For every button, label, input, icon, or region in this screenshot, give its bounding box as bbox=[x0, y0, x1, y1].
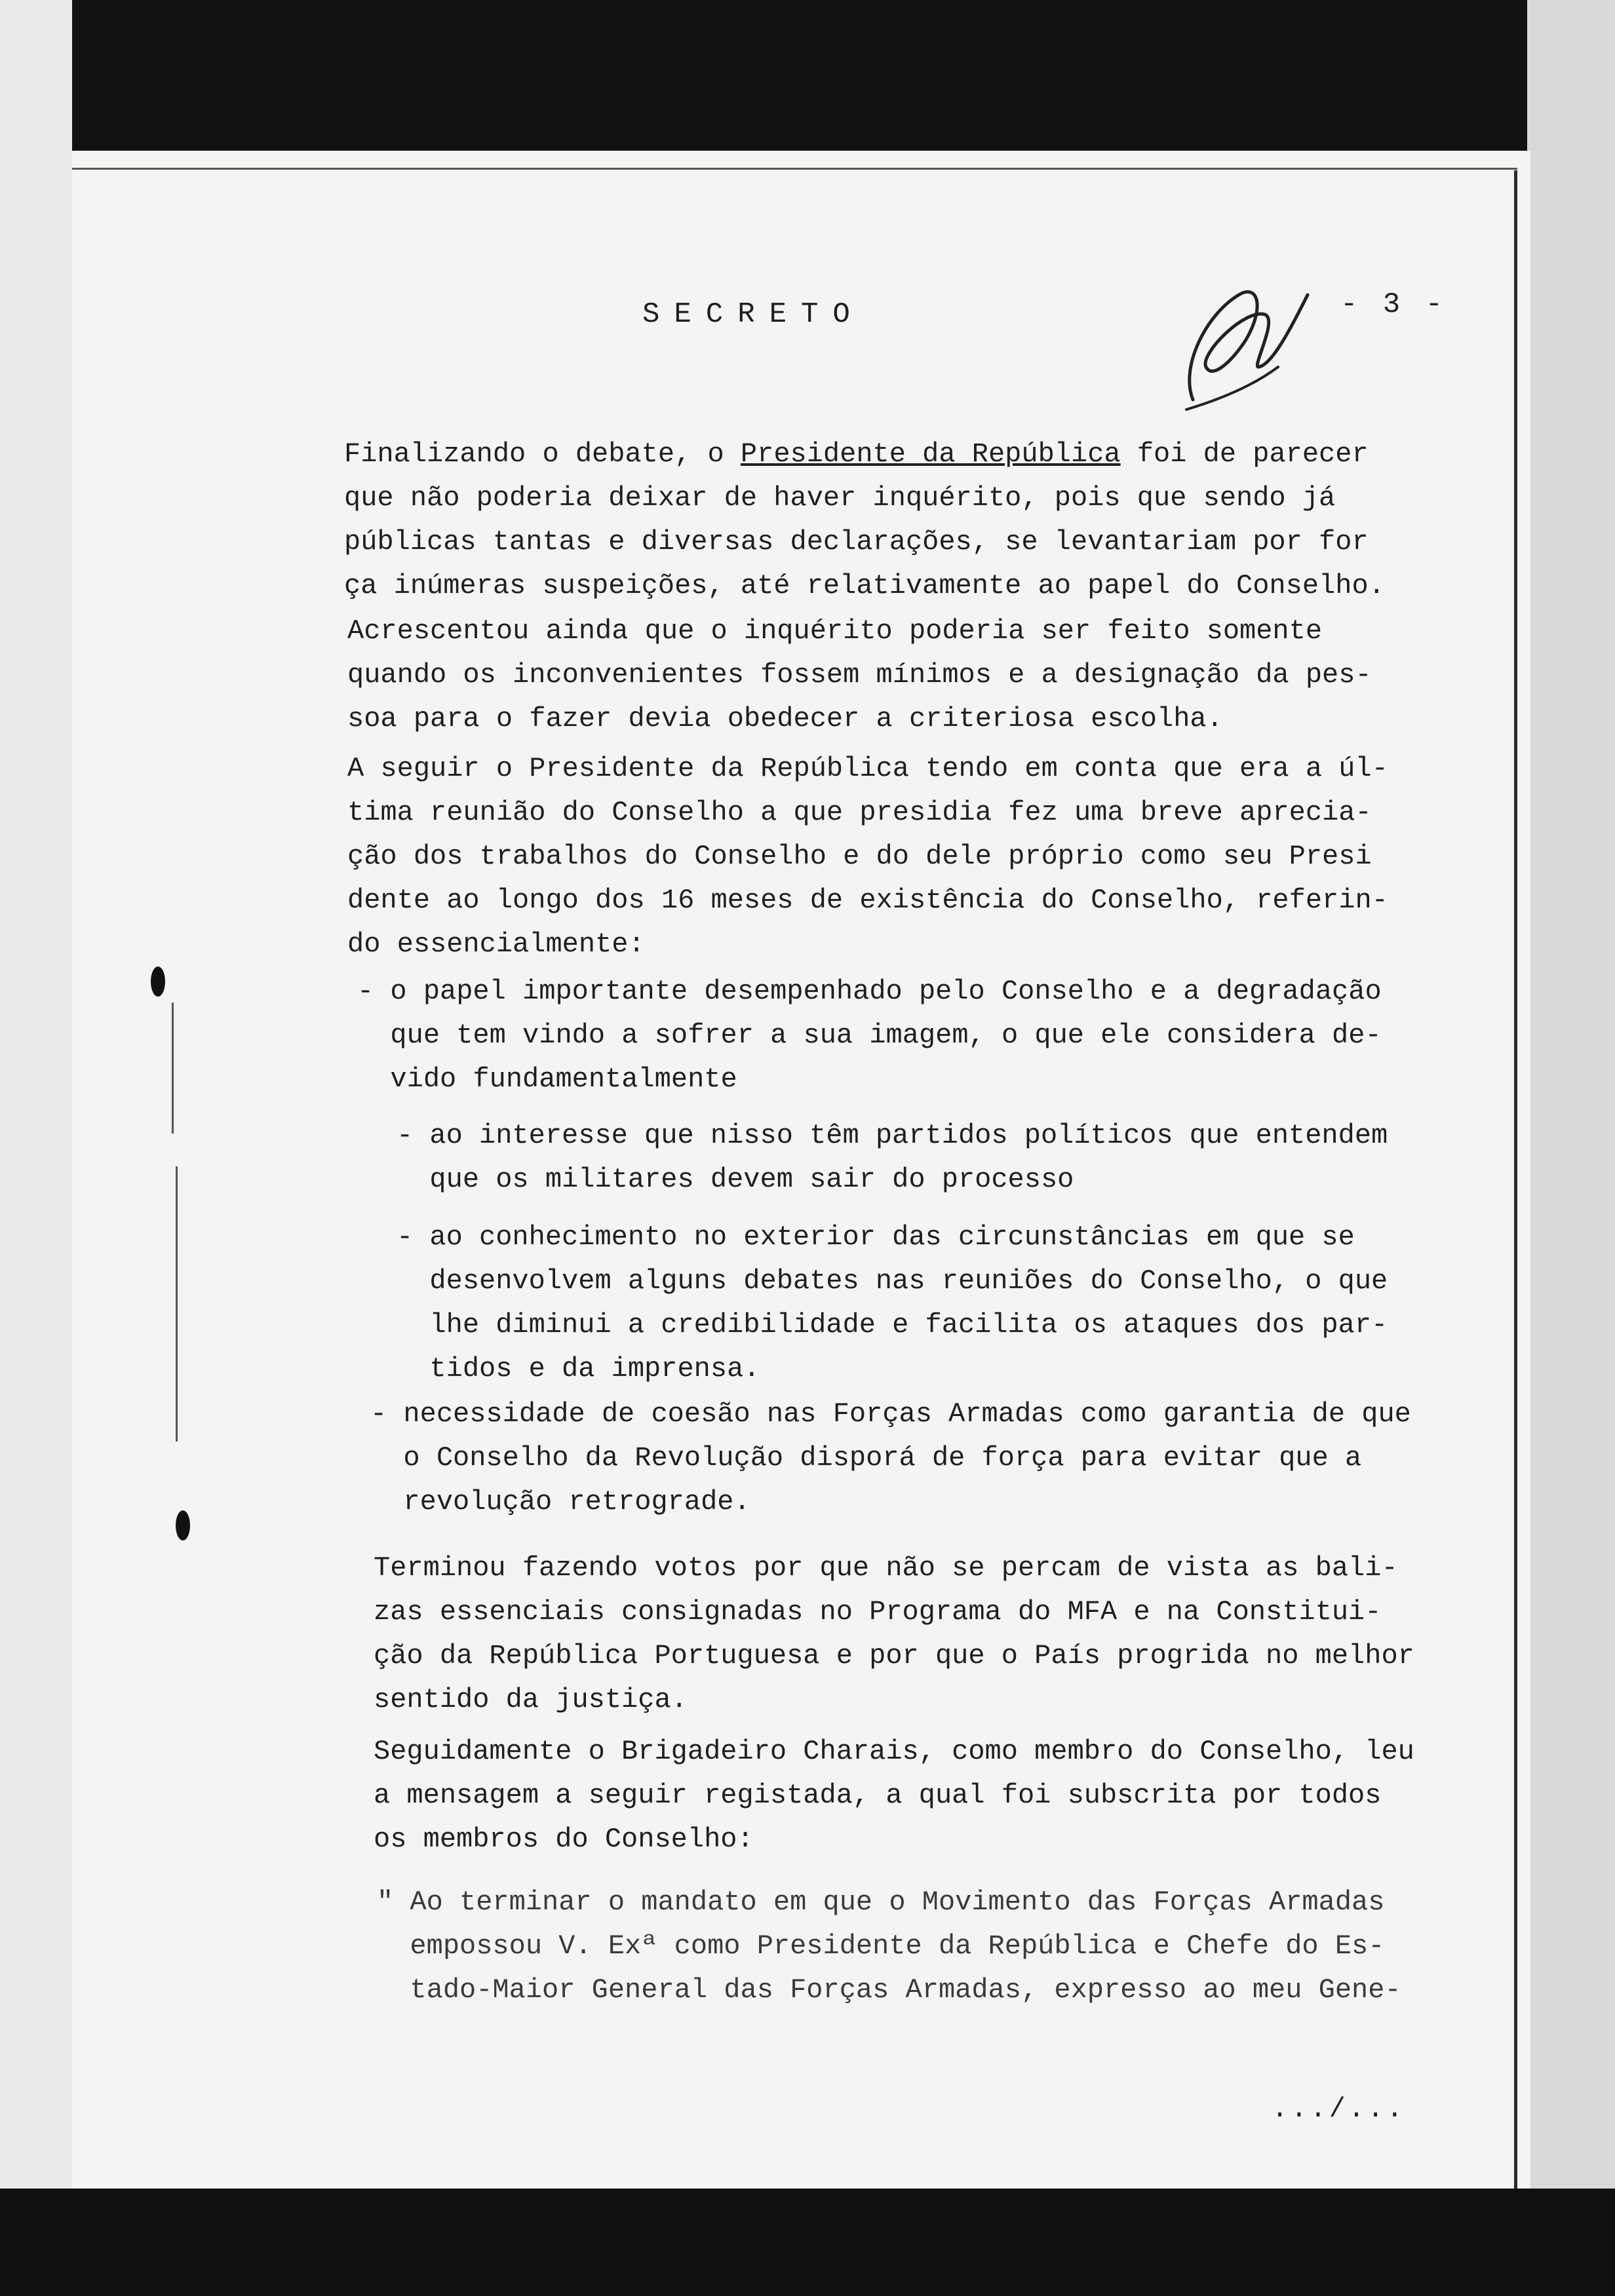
scan-border-bottom bbox=[0, 2189, 1615, 2296]
punch-hole-mark bbox=[176, 1510, 190, 1540]
punch-hole-mark bbox=[151, 966, 165, 997]
text-line: lhe diminui a credibilidade e facilita os ataques dos par- bbox=[397, 1309, 1388, 1341]
text-line: públicas tantas e diversas declarações, se levantariam por for bbox=[344, 526, 1369, 558]
paragraph-2 bbox=[347, 609, 1372, 741]
text-line: vido fundamentalmente bbox=[357, 1063, 737, 1095]
text-line: dente ao longo dos 16 meses de existência do Conselho, referin- bbox=[347, 885, 1388, 916]
paragraph-5 bbox=[374, 1730, 1414, 1862]
text-line: " Ao terminar o mandato em que o Movimento das Forças Armadas bbox=[377, 1886, 1385, 1918]
text-line: zas essenciais consignadas no Programa do MFA e na Constitui- bbox=[374, 1596, 1382, 1628]
scan-border-left bbox=[0, 0, 72, 2296]
sheet-right-edge bbox=[1514, 170, 1517, 2189]
text-line: - ao interesse que nisso têm partidos políticos que entendem bbox=[397, 1120, 1388, 1151]
text-line: A seguir o Presidente da República tendo em conta que era a úl- bbox=[347, 753, 1388, 784]
text-line: Seguidamente o Brigadeiro Charais, como membro do Conselho, leu bbox=[374, 1736, 1414, 1767]
text-line: ção da República Portuguesa e por que o País progrida no melhor bbox=[374, 1640, 1414, 1672]
margin-mark bbox=[176, 1166, 178, 1442]
sub-bullet-item bbox=[397, 1215, 1388, 1391]
text-line: o Conselho da Revolução disporá de força para evitar que a bbox=[370, 1442, 1362, 1474]
paragraph-3 bbox=[347, 747, 1388, 966]
text-line: do essencialmente: bbox=[347, 928, 645, 960]
sheet-top-rule bbox=[72, 168, 1517, 170]
text-line: Acrescentou ainda que o inquérito poderia ser feito somente bbox=[347, 615, 1323, 647]
text-line: foi de parecer bbox=[1120, 438, 1369, 470]
classification-header: SECRETO bbox=[642, 298, 865, 331]
text-line: quando os inconvenientes fossem mínimos e a designação da pes- bbox=[347, 659, 1372, 691]
scan-border-right bbox=[1527, 0, 1615, 2296]
text-line: tidos e da imprensa. bbox=[397, 1353, 760, 1385]
text-line: tado-Maior General das Forças Armadas, expresso ao meu Gene- bbox=[377, 1974, 1401, 2006]
paragraph-4 bbox=[374, 1546, 1414, 1722]
handwritten-initials-icon bbox=[1167, 269, 1324, 419]
text-line: - ao conhecimento no exterior das circunstâncias em que se bbox=[397, 1221, 1355, 1253]
text-line: Terminou fazendo votos por que não se percam de vista as bali- bbox=[374, 1552, 1398, 1584]
text-line: soa para o fazer devia obedecer a criteriosa escolha. bbox=[347, 703, 1223, 735]
text-line: a mensagem a seguir registada, a qual foi subscrita por todos bbox=[374, 1780, 1382, 1811]
text-line: que não poderia deixar de haver inquérito, pois que sendo já bbox=[344, 482, 1336, 514]
text-line: os membros do Conselho: bbox=[374, 1824, 754, 1855]
text-line: Finalizando o debate, o bbox=[344, 438, 741, 470]
bullet-item bbox=[370, 1392, 1411, 1524]
paragraph-1 bbox=[344, 432, 1385, 608]
text-line: ça inúmeras suspeições, até relativamente ao papel do Conselho. bbox=[344, 570, 1385, 602]
continuation-mark: .../... bbox=[1272, 2094, 1406, 2125]
text-line: empossou V. Exª como Presidente da República e Chefe do Es- bbox=[377, 1930, 1385, 1962]
page-number: - 3 - bbox=[1340, 288, 1447, 321]
text-line: sentido da justiça. bbox=[374, 1684, 688, 1715]
text-line: desenvolvem alguns debates nas reuniões do Conselho, o que bbox=[397, 1265, 1388, 1297]
text-line: tima reunião do Conselho a que presidia fez uma breve aprecia- bbox=[347, 797, 1372, 828]
scan-border-top bbox=[0, 0, 1615, 157]
text-line: que tem vindo a sofrer a sua imagem, o que ele considera de- bbox=[357, 1020, 1382, 1051]
text-line: - o papel importante desempenhado pelo Conselho e a degradação bbox=[357, 976, 1382, 1007]
sub-bullet-item bbox=[397, 1114, 1388, 1202]
bullet-item bbox=[357, 970, 1382, 1101]
text-line: que os militares devem sair do processo bbox=[397, 1164, 1074, 1195]
quoted-message bbox=[377, 1881, 1401, 2012]
text-line: revolução retrograde. bbox=[370, 1486, 750, 1518]
text-line: - necessidade de coesão nas Forças Armadas como garantia de que bbox=[370, 1398, 1411, 1430]
underlined-text: Presidente da República bbox=[740, 438, 1121, 470]
text-line: ção dos trabalhos do Conselho e do dele próprio como seu Presi bbox=[347, 841, 1372, 872]
margin-mark bbox=[172, 1003, 174, 1134]
